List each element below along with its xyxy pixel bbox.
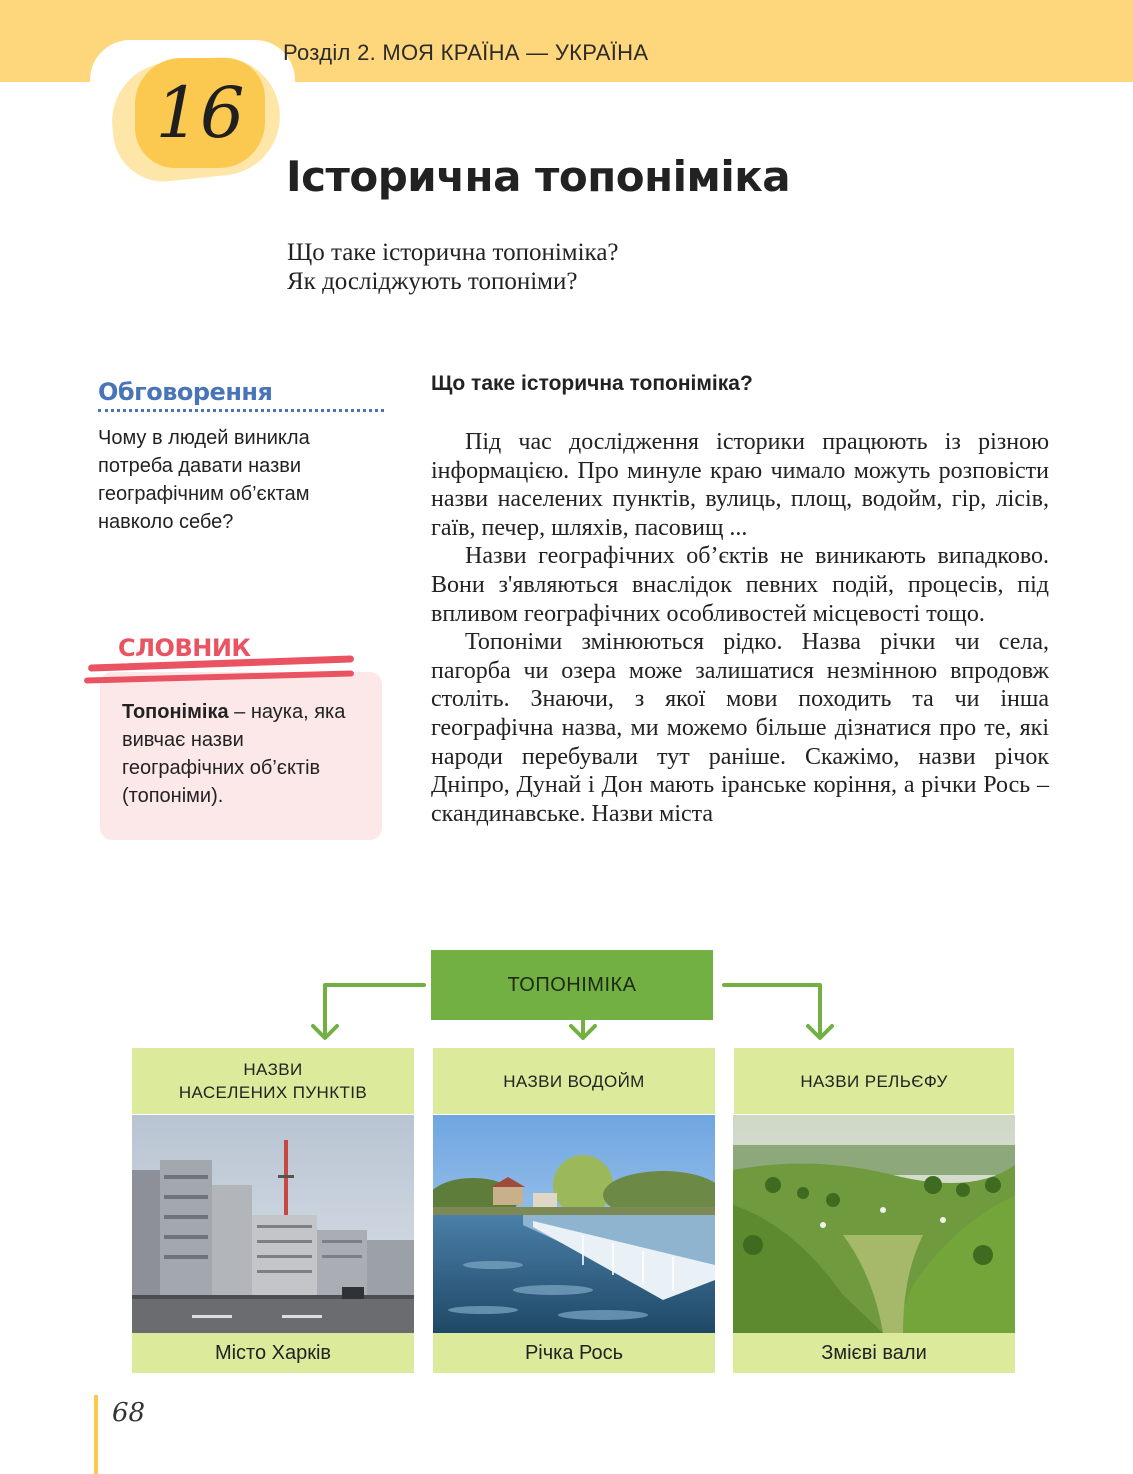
category-label: НАЗВИ ВОДОЙМ: [503, 1071, 645, 1091]
photo-caption: Змієві вали: [821, 1342, 927, 1364]
page-number-bar: [94, 1395, 98, 1474]
lesson-question: Що таке історична топоніміка?: [287, 239, 619, 266]
photo-ros-river: [433, 1115, 715, 1333]
diagram-root-label: ТОПОНІМІКА: [507, 974, 637, 996]
page-number: 68: [112, 1398, 146, 1428]
dictionary-title: СЛОВНИК: [118, 634, 251, 662]
discussion-title: Обговорення: [98, 378, 273, 406]
photo-kharkiv: [132, 1115, 414, 1333]
dictionary-term: Топоніміка: [122, 701, 229, 723]
dictionary-definition: – наука, яка вивчає назви географічних об’єктів (топоніми).: [122, 701, 346, 807]
page-title: Історична топоніміка: [286, 152, 791, 201]
paragraph: Назви географічних об’єктів не виникають випадково. Вони з'являються внаслідок певних подій, процесів, під впливом географічних особливостей місцевості тощо.: [431, 543, 1049, 627]
category-label: НАЗВИ РЕЛЬЄФУ: [800, 1071, 948, 1091]
photo-caption: Річка Рось: [524, 1342, 624, 1364]
arrow-right: [724, 985, 820, 1036]
discussion-text: Чому в людей виникла потреба давати назви географічним об’єктам навколо себе?: [98, 427, 310, 533]
photo-caption: Місто Харків: [214, 1342, 332, 1364]
main-heading: Що таке історична топоніміка?: [431, 372, 753, 395]
photo-zmievi-valy: [733, 1115, 1015, 1333]
paragraph: Під час дослідження історики працюють із різною інформацією. Про минуле краю чимало можуть розповісти назви населених пунктів, вулиць, площ, водойм, гір, лісів, гаїв, печер, шляхів, пасовищ ...: [431, 429, 1049, 541]
paragraph: Топоніми змінюються рідко. Назва річки чи села, пагорба чи озера може залишатися незмінною впродовж століть. Знаючи, з якої мови походить та чи інша географічна назва, ми можемо більше дізнатися про те, які народи перебували тут раніше. Скажімо, назви річок Дніпро, Дунай і Дон мають іранське коріння, а річки Рось – скандинавське. Назви міста: [431, 629, 1049, 827]
section-label: Розділ 2. МОЯ КРАЇНА — УКРАЇНА: [283, 40, 649, 65]
lesson-number: 16: [155, 72, 245, 154]
lesson-question: Як досліджують топоніми?: [287, 268, 578, 295]
arrow-left: [325, 985, 424, 1036]
category-label: НАЗВИ НАСЕЛЕНИХ ПУНКТІВ: [178, 1060, 368, 1102]
